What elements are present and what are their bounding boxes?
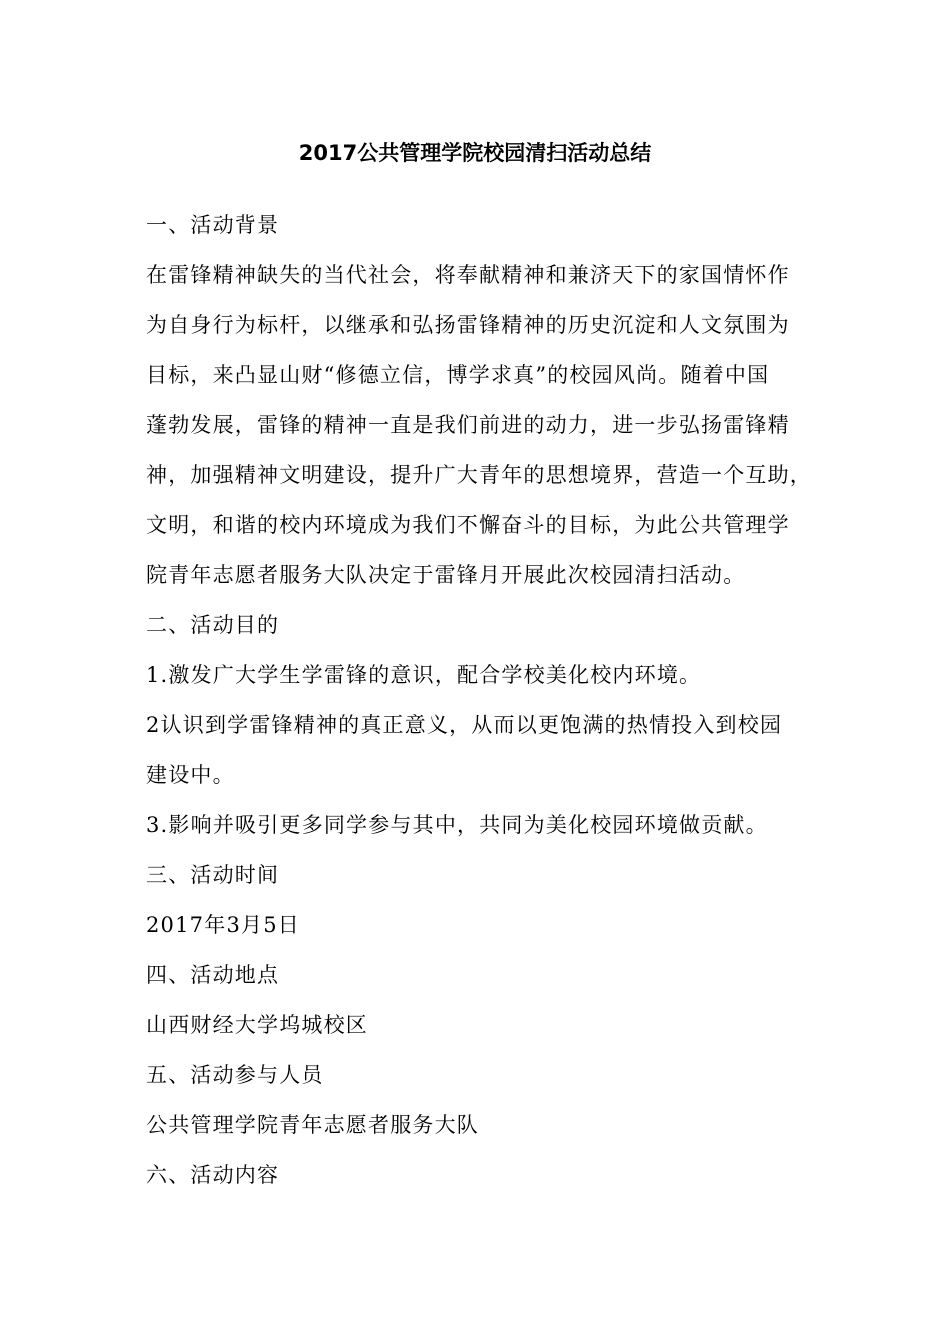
section-heading-location: 四、活动地点: [146, 963, 280, 987]
paragraph-line: 目标，来凸显山财“修德立信，博学求真”的校园风尚。随着中国: [146, 363, 770, 387]
document-title: 2017公共管理学院校园清扫活动总结: [298, 141, 652, 165]
section-heading-participants: 五、活动参与人员: [146, 1063, 324, 1087]
purpose-item-3: 3.影响并吸引更多同学参与其中，共同为美化校园环境做贡献。: [146, 813, 768, 837]
section-heading-purpose: 二、活动目的: [146, 613, 280, 637]
purpose-item-1: 1.激发广大学生学雷锋的意识，配合学校美化校内环境。: [146, 663, 702, 687]
purpose-item-2-continued: 建设中。: [146, 763, 235, 787]
event-participants: 公共管理学院青年志愿者服务大队: [146, 1113, 479, 1137]
paragraph-line: 为自身行为标杆，以继承和弘扬雷锋精神的历史沉淀和人文氛围为: [146, 313, 790, 337]
paragraph-line: 在雷锋精神缺失的当代社会，将奉献精神和兼济天下的家国情怀作: [146, 263, 790, 287]
paragraph-line: 文明，和谐的校内环境成为我们不懈奋斗的目标，为此公共管理学: [146, 513, 790, 537]
paragraph-line: 院青年志愿者服务大队决定于雷锋月开展此次校园清扫活动。: [146, 563, 746, 587]
document-body: [146, 207, 836, 1207]
paragraph-line: 神，加强精神文明建设，提升广大青年的思想境界，营造一个互助，: [146, 463, 812, 487]
event-date: 2017年3月5日: [146, 913, 300, 937]
section-heading-content: 六、活动内容: [146, 1163, 280, 1187]
purpose-item-2: 2认识到学雷锋精神的真正意义，从而以更饱满的热情投入到校园: [146, 713, 783, 737]
section-heading-time: 三、活动时间: [146, 863, 280, 887]
event-location: 山西财经大学坞城校区: [146, 1013, 368, 1037]
paragraph-line: 蓬勃发展，雷锋的精神一直是我们前进的动力，进一步弘扬雷锋精: [146, 413, 790, 437]
section-heading-background: 一、活动背景: [146, 213, 280, 237]
